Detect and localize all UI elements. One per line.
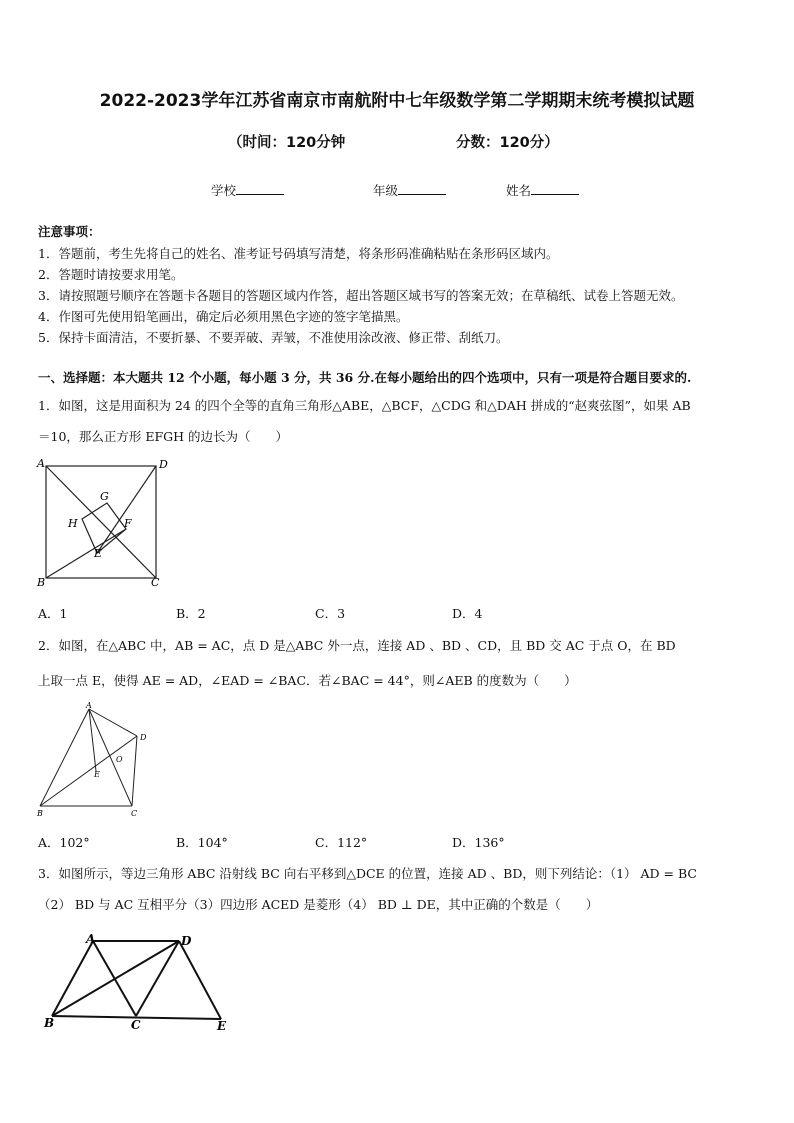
label-B: B [44, 1016, 55, 1030]
school-field [211, 181, 284, 199]
note-item: 2．答题时请按要求用笔。 [38, 267, 184, 282]
label-D: D [159, 458, 168, 471]
grade-blank [398, 184, 446, 195]
line-ac [89, 709, 132, 806]
exam-time: （时间：120分钟 [228, 135, 346, 151]
exam-score: 分数：120分） [456, 135, 559, 151]
line-ab [40, 709, 89, 806]
q1-option-b[interactable]: B．2 [176, 606, 206, 621]
q2-text-line2: 上取一点 E，使得 AE = AD，∠EAD = ∠BAC．若∠BAC = 44°，则∠AEB 的度数为（ ） [38, 673, 577, 688]
section-heading: 一、选择题：本大题共 12 个小题，每小题 3 分，共 36 分.在每小题给出的四个选项中，只有一项是符合题目要求的. [38, 370, 692, 385]
label-A: A [37, 457, 45, 470]
line-ad [89, 709, 137, 736]
line-de [179, 941, 221, 1019]
q2-option-c[interactable]: C．112° [315, 835, 368, 850]
label-D: D [181, 934, 192, 948]
inner-square [82, 503, 126, 553]
line-bd [40, 736, 137, 806]
line-bf [46, 529, 126, 578]
label-A: A [86, 932, 96, 946]
label-G: G [100, 490, 109, 503]
q1-option-d[interactable]: D．4 [452, 606, 483, 621]
q2-option-a[interactable]: A．102° [38, 835, 90, 850]
label-F: F [124, 517, 132, 530]
q1-text-line2: ＝10，那么正方形 EFGH 的边长为（ ） [38, 429, 289, 444]
q1-text-line1: 1．如图，这是用面积为 24 的四个全等的直角三角形△ABE，△BCF，△CDG 和△DAH 拼成的“赵爽弦图”，如果 AB [38, 398, 691, 413]
line-dc [136, 941, 179, 1016]
q1-figure [36, 454, 176, 590]
q3-text-line1: 3．如图所示，等边三角形 ABC 沿射线 BC 向右平移到△DCE 的位置，连接 AD 、BD，则下列结论：（1） AD = BC [38, 866, 697, 881]
note-item: 1．答题前，考生先将自己的姓名、准考证号码填写清楚，将条形码准确粘贴在条形码区域内。 [38, 246, 559, 261]
line-cd [132, 736, 137, 806]
line-ac [46, 466, 156, 578]
label-H: H [68, 517, 78, 530]
note-item: 4．作图可先使用铅笔画出，确定后必须用黑色字迹的签字笔描黑。 [38, 309, 409, 324]
page-title: 2022-2023学年江苏省南京市南航附中七年级数学第二学期期末统考模拟试题 [99, 91, 695, 111]
q3-text-line2: （2） BD 与 AC 互相平分（3）四边形 ACED 是菱形（4） BD ⊥ DE，其中正确的个数是（ ） [38, 897, 599, 912]
label-E: E [94, 770, 100, 779]
q1-option-a[interactable]: A．1 [38, 606, 68, 621]
q3-figure [40, 928, 240, 1038]
name-blank [531, 184, 579, 195]
grade-label: 年级 [373, 183, 399, 198]
name-label: 姓名 [506, 183, 532, 198]
label-C: C [131, 1018, 141, 1032]
q1-option-c[interactable]: C．3 [315, 606, 346, 621]
label-D: D [140, 733, 147, 742]
label-E: E [94, 547, 103, 560]
label-C: C [151, 576, 160, 589]
school-label: 学校 [211, 183, 237, 198]
q2-figure [34, 700, 158, 824]
line-dg [97, 466, 156, 553]
note-item: 3．请按照题号顺序在答题卡各题目的答题区域内作答，超出答题区域书写的答案无效；在草稿纸、试卷上答题无效。 [38, 288, 684, 303]
name-field [506, 181, 579, 199]
note-item: 5．保持卡面清洁，不要折暴、不要弄破、弄皱，不准使用涂改液、修正带、刮纸刀。 [38, 330, 509, 345]
grade-field [373, 181, 446, 199]
q2-option-b[interactable]: B．104° [176, 835, 228, 850]
line-bd [52, 941, 179, 1016]
notes-heading: 注意事项： [38, 224, 101, 239]
label-A: A [86, 701, 92, 710]
label-B: B [37, 809, 43, 818]
school-blank [236, 184, 284, 195]
label-B: B [37, 576, 46, 589]
label-C: C [131, 809, 138, 818]
label-E: E [217, 1019, 227, 1033]
line-ae [89, 709, 96, 771]
label-O: O [116, 755, 123, 764]
q2-text-line1: 2．如图，在△ABC 中，AB = AC，点 D 是△ABC 外一点，连接 AD 、BD 、CD，且 BD 交 AC 于点 O，在 BD [38, 638, 676, 653]
q2-option-d[interactable]: D．136° [452, 835, 505, 850]
